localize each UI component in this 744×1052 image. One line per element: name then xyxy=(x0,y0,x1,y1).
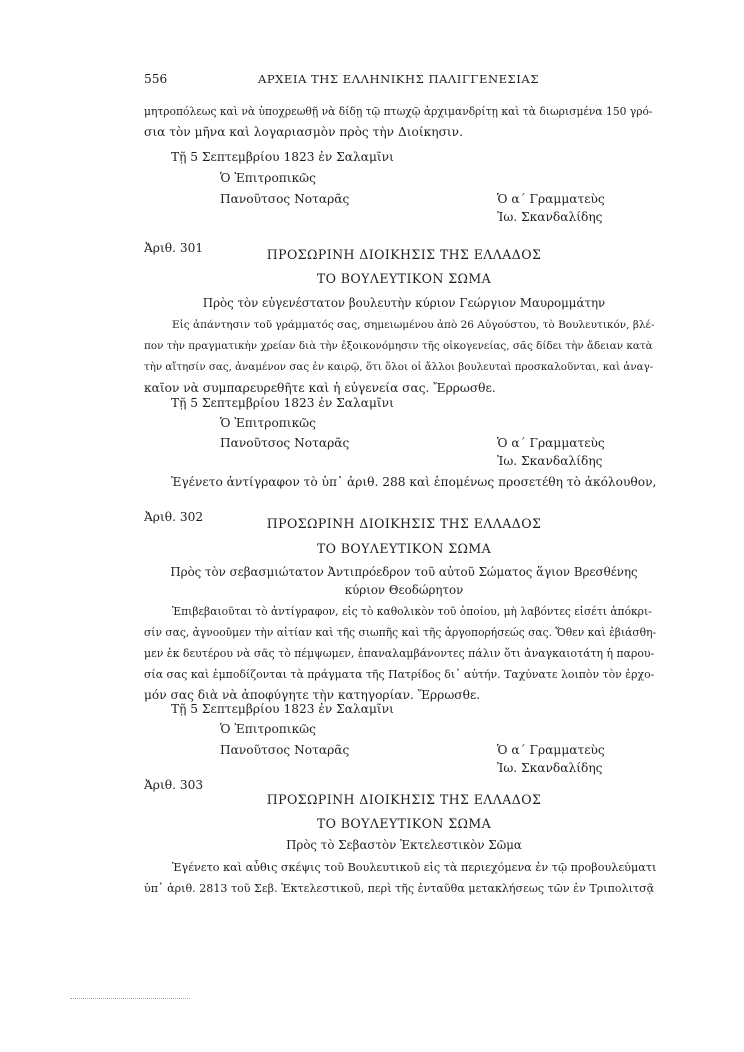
doc303-heading: ΠΡΟΣΩΡΙΝΗ ΔΙΟΙΚΗΣΙΣ ΤΗΣ ΕΛΛΑΔΟΣ xyxy=(266,792,542,807)
doc302-sig-left-title: Ὁ Ἐπιτροπικῶς xyxy=(220,722,316,736)
doc302-line: μεν ἐκ δευτέρου νὰ σᾶς τὸ πέμψωμεν, ἐπαναλαμβάνοντες πάλιν ὅτι ἀναγκαιοτάτη ἡ παρου- xyxy=(144,647,655,660)
intro-line: σια τὸν μῆνα καὶ λογαριασμὸν πρὸς τὴν Διοίκησιν. xyxy=(144,125,463,139)
intro-date: Τῇ 5 Σεπτεμβρίου 1823 ἐν Σαλαμῖνι xyxy=(171,150,394,164)
doc301-line: Εἰς ἀπάντησιν τοῦ γράμματός σας, σημειωμένου ἀπὸ 26 Αὐγούστου, τὸ Βουλευτικόν, βλέ- xyxy=(172,319,655,331)
doc302-sig-right-name: Ἰω. Σκανδαλίδης xyxy=(497,761,603,775)
doc303-line: ὑπ᾿ ἀριθ. 2813 τοῦ Σεβ. Ἐκτελεστικοῦ, περὶ τῆς ἐνταῦθα μετακλήσεως τῶν ἐν Τριπολιτσᾷ xyxy=(144,882,655,895)
doc301-heading: ΠΡΟΣΩΡΙΝΗ ΔΙΟΙΚΗΣΙΣ ΤΗΣ ΕΛΛΑΔΟΣ xyxy=(266,247,542,262)
intro-paragraph xyxy=(144,101,656,143)
doc302-line: μόν σας διὰ νὰ ἀποφύγητε τὴν κατηγορίαν. Ἔρρωσθε. xyxy=(144,688,481,702)
doc301-line: τὴν αἴτησίν σας, ἀναμένον σας ἐν καιρῷ, ὅτι ὅλοι οἱ ἄλλοι βουλευταὶ προσκαλοῦνται, καὶ ἀναγ- xyxy=(144,361,654,373)
doc301-addressee: Πρὸς τὸν εὐγενέστατον βουλευτὴν κύριον Γεώργιον Μαυρομμάτην xyxy=(202,296,606,310)
doc303-body xyxy=(144,857,656,899)
doc302-line: σία σας καὶ ἐμποδίζονται τὰ πράγματα τῆς Πατρίδος δι᾿ αὐτήν. Ταχύνατε λοιπὸν τὸν ἐρχο- xyxy=(144,668,655,681)
intro-sig-left-title: Ὁ Ἐπιτροπικῶς xyxy=(220,171,316,185)
doc302-line: Ἐπιβεβαιοῦται τὸ ἀντίγραφον, εἰς τὸ καθολικὸν τοῦ ὁποίου, μὴ λαβόντες εἰσέτι ἀπόκρι- xyxy=(172,605,652,618)
doc301-sig-right-title: Ὁ α΄ Γραμματεὺς xyxy=(497,436,605,450)
page-number: 556 xyxy=(144,72,168,86)
doc303-number: Ἀριθ. 303 xyxy=(144,778,204,792)
doc301-date: Τῇ 5 Σεπτεμβρίου 1823 ἐν Σαλαμῖνι xyxy=(171,396,394,410)
doc302-sig-left-name: Πανοῦτσος Νοταρᾶς xyxy=(220,743,350,757)
intro-line: μητροπόλεως καὶ νὰ ὑποχρεωθῇ νὰ δίδῃ τῷ πτωχῷ ἀρχιμανδρίτῃ καὶ τὰ διωρισμένα 150 γρό- xyxy=(144,105,653,118)
doc301-subheading: ΤΟ ΒΟΥΛΕΥΤΙΚΟΝ ΣΩΜΑ xyxy=(316,271,492,286)
intro-sig-right-name: Ἰω. Σκανδαλίδης xyxy=(497,210,603,224)
doc302-number: Ἀριθ. 302 xyxy=(144,510,204,524)
doc302-date: Τῇ 5 Σεπτεμβρίου 1823 ἐν Σαλαμῖνι xyxy=(171,702,394,716)
doc301-sig-left-name: Πανοῦτσος Νοταρᾶς xyxy=(220,436,350,450)
doc303-addressee: Πρὸς τὸ Σεβαστὸν Ἐκτελεστικὸν Σῶμα xyxy=(286,838,522,852)
intro-sig-left-name: Πανοῦτσος Νοταρᾶς xyxy=(220,192,350,206)
scan-artifact-divider xyxy=(70,998,190,999)
doc302-body xyxy=(144,601,656,706)
doc302-addressee-line2: κύριον Θεοδώρητον xyxy=(344,583,464,597)
doc301-sig-left-title: Ὁ Ἐπιτροπικῶς xyxy=(220,416,316,430)
intro-sig-right-title: Ὁ α΄ Γραμματεὺς xyxy=(497,192,605,206)
doc301-line: καῖον νὰ συμπαρευρεθῆτε καὶ ἡ εὐγενεία σας. Ἔρρωσθε. xyxy=(144,381,496,395)
doc303-line: Ἐγένετο καὶ αὖθις σκέψις τοῦ Βουλευτικοῦ εἰς τὰ περιεχόμενα ἐν τῷ προβουλεύματι xyxy=(172,861,657,874)
doc301-number: Ἀριθ. 301 xyxy=(144,241,204,255)
running-title: ΑΡΧΕΙΑ ΤΗΣ ΕΛΛΗΝΙΚΗΣ ΠΑΛΙΓΓΕΝΕΣΙΑΣ xyxy=(258,72,539,86)
doc301-line: πον τὴν πραγματικὴν χρείαν διὰ τὴν ἐξοικονόμησιν τῆς οἰκογενείας, σᾶς δίδει τὴν ἄδειαν κατὰ xyxy=(144,340,653,352)
doc302-heading: ΠΡΟΣΩΡΙΝΗ ΔΙΟΙΚΗΣΙΣ ΤΗΣ ΕΛΛΑΔΟΣ xyxy=(266,516,542,531)
doc303-subheading: ΤΟ ΒΟΥΛΕΥΤΙΚΟΝ ΣΩΜΑ xyxy=(316,816,492,831)
doc302-subheading: ΤΟ ΒΟΥΛΕΥΤΙΚΟΝ ΣΩΜΑ xyxy=(316,541,492,556)
doc302-addressee-line1: Πρὸς τὸν σεβασμιώτατον Ἀντιπρόεδρον τοῦ αὐτοῦ Σώματος ἅγιον Βρεσθένης xyxy=(170,565,638,579)
doc301-sig-right-name: Ἰω. Σκανδαλίδης xyxy=(497,454,603,468)
doc301-note: Ἐγένετο ἀντίγραφον τὸ ὑπ᾿ ἀριθ. 288 καὶ ἑπομένως προσετέθη τὸ ἀκόλουθον, xyxy=(171,475,657,489)
doc301-body xyxy=(144,315,656,399)
doc302-line: σίν σας, ἀγνοοῦμεν τὴν αἰτίαν καὶ τῆς σιωπῆς καὶ τῆς ἀργοπορήσεώς σας. Ὅθεν καὶ ἐβιάσθη- xyxy=(144,626,657,639)
doc302-sig-right-title: Ὁ α΄ Γραμματεὺς xyxy=(497,743,605,757)
